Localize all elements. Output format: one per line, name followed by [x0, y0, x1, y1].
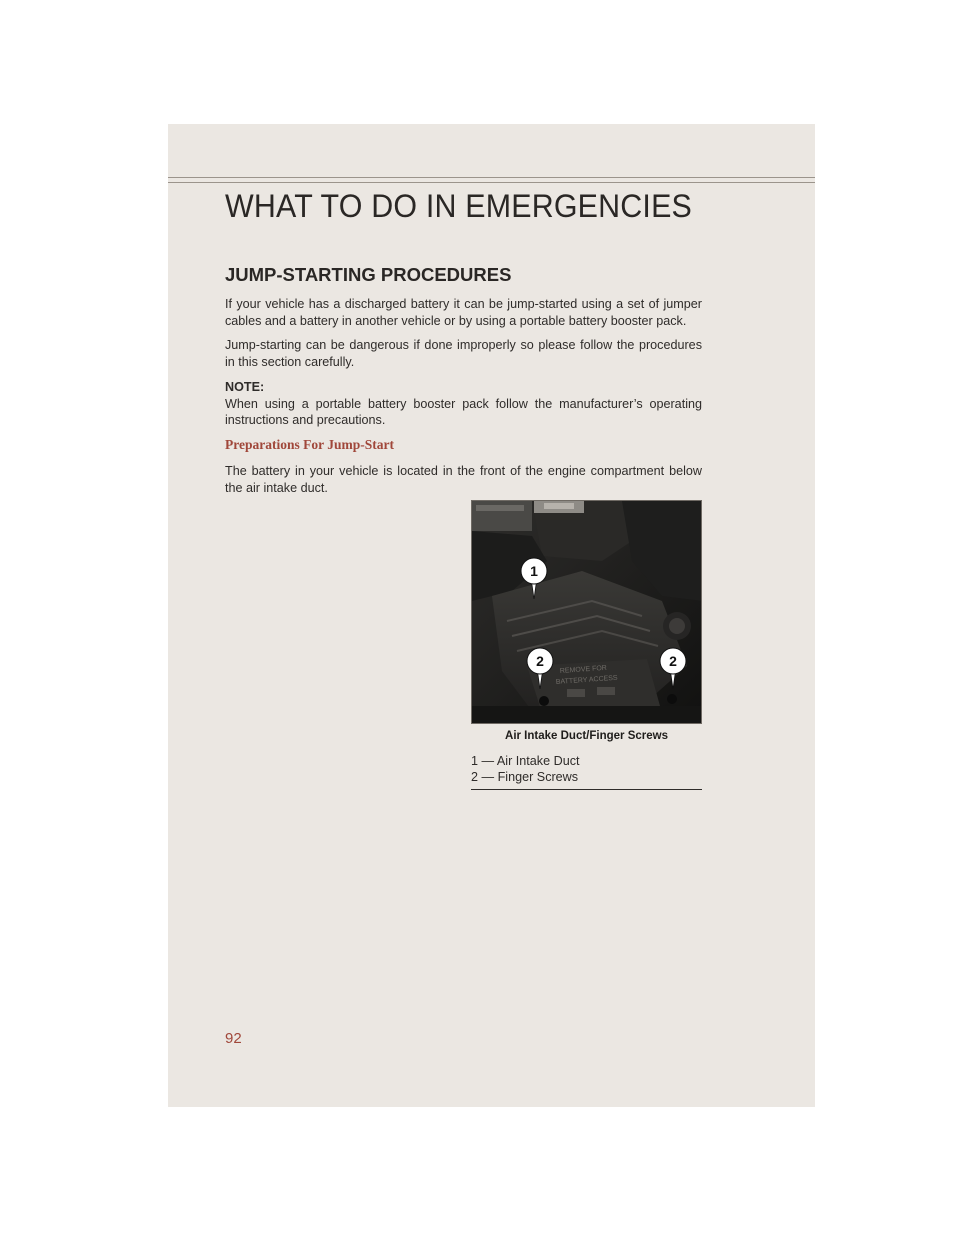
section-title: JUMP-STARTING PROCEDURES [225, 264, 512, 285]
page-number: 92 [225, 1030, 242, 1047]
chapter-title: WHAT TO DO IN EMERGENCIES [225, 188, 692, 224]
figure-caption: Air Intake Duct/Finger Screws [505, 730, 668, 742]
intro-paragraph: If your vehicle has a discharged battery it can be jump-started using a set of jumper cables and a battery in another vehicle or by using a portable battery booster pack. [225, 297, 702, 328]
manual-page [168, 124, 815, 1107]
figure-legend [471, 754, 702, 785]
warning-paragraph: Jump-starting can be dangerous if done improperly so please follow the procedures in this section carefully. [225, 338, 702, 369]
callout-2-left-label: 2 [536, 653, 544, 669]
legend-item: 2 — Finger Screws [471, 769, 579, 784]
callout-1-label: 1 [530, 563, 538, 579]
subsection-title: Preparations For Jump-Start [225, 437, 394, 452]
header-rule-bottom [168, 182, 815, 183]
header-rule-top [168, 177, 815, 178]
embossed-text-line1: REMOVE FOR [559, 664, 608, 675]
legend-item: 1 — Air Intake Duct [471, 754, 580, 768]
note-text: When using a portable battery booster pack follow the manufacturer’s operating instructions and precautions. [225, 396, 702, 427]
legend-rule [471, 789, 702, 790]
engine-compartment-photo [471, 500, 702, 724]
battery-location-paragraph: The battery in your vehicle is located in the front of the engine compartment below the air intake duct. [225, 464, 702, 495]
embossed-text-line2: BATTERY ACCESS [555, 674, 618, 686]
callout-2-right-label: 2 [669, 653, 677, 669]
note-label: NOTE: [225, 380, 265, 394]
note-block [225, 379, 702, 429]
